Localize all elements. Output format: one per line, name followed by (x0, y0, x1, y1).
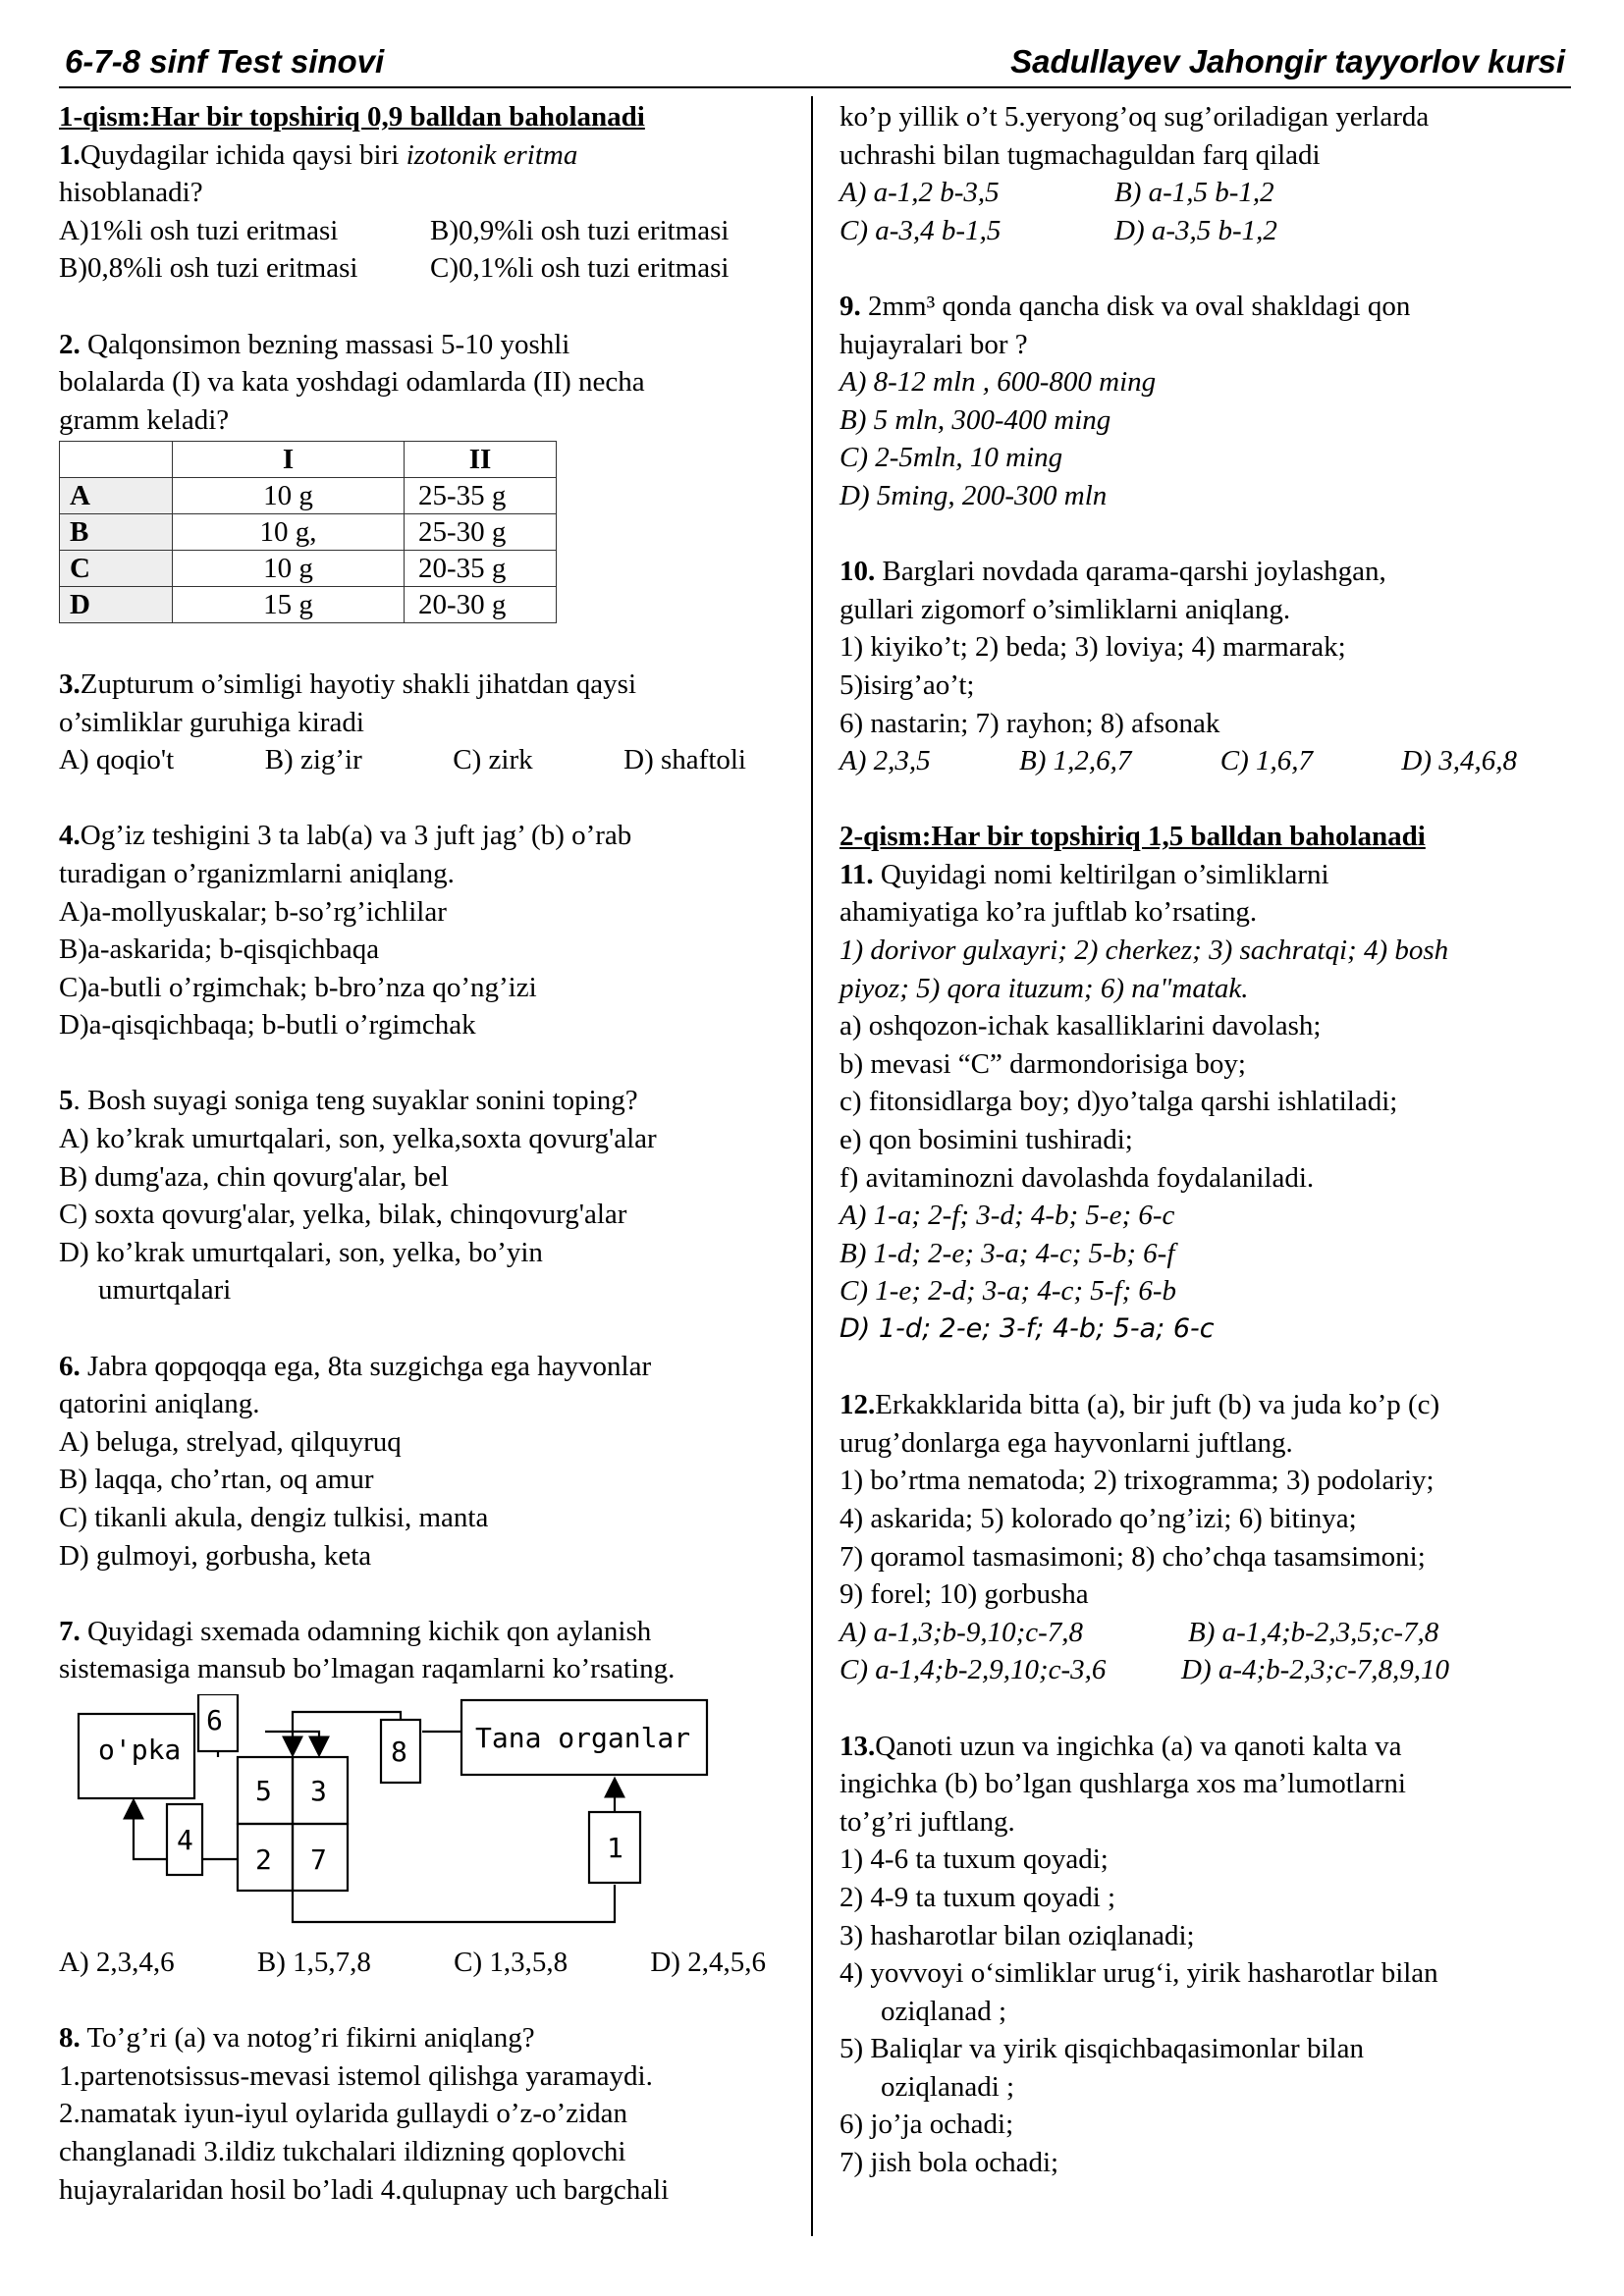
q10-option: B) 1,2,6,7 (1019, 745, 1132, 777)
q8-option: A) a-1,2 b-3,5 (839, 177, 1000, 209)
q13-item: 5) Baliqlar va yirik qisqichbaqasimonlar bilan (839, 2033, 1364, 2065)
question-5 (59, 1082, 785, 1309)
q8-text: changlanadi 3.ildiz tukchalari ildizning qoplovchi (59, 2135, 626, 2167)
q8-option: D) a-3,5 b-1,2 (1114, 214, 1277, 246)
q13-item: 2) 4-9 ta tuxum qoyadi ; (839, 1881, 1116, 1913)
diagram-number: 5 (255, 1774, 272, 1807)
table-cell: 20-35 g (405, 551, 557, 587)
q8-text: hujayralaridan hosil bo’ladi 4.qulupnay uch bargchali (59, 2173, 670, 2206)
table-row (60, 551, 557, 587)
q8-text: uchrashi bilan tugmachaguldan farq qiladi (839, 138, 1321, 171)
q8-text: 2.namatak iyun-iyul oylarida gullaydi o’z-o’zidan (59, 2098, 628, 2130)
q11-item: b) mevasi “C” darmondorisiga boy; (839, 1047, 1246, 1080)
diagram-number: 8 (391, 1735, 407, 1768)
q10-number: 10. (839, 556, 876, 588)
table-cell: B (60, 514, 173, 551)
table-cell: C (60, 551, 173, 587)
q3-option: A) qoqio't (59, 744, 175, 776)
question-9 (839, 288, 1571, 515)
q11-number: 11. (839, 858, 874, 890)
circulation-diagram (59, 1694, 785, 1940)
right-column (839, 98, 1571, 2182)
q11-item: c) fitonsidlarga boy; d)yo’talga qarshi ishlatiladi; (839, 1086, 1398, 1118)
column-divider (811, 96, 813, 2236)
q4-option: B)a-askarida; b-qisqichbaqa (59, 934, 380, 966)
q4-option: C)a-butli o’rgimchak; b-bro’nza qo’ng’izi (59, 971, 537, 1003)
q5-text: . Bosh suyagi soniga teng suyaklar sonini toping? (73, 1085, 638, 1117)
table-cell: 10 g (173, 478, 405, 514)
q13-item: 3) hasharotlar bilan oziqlanadi; (839, 1919, 1195, 1951)
q3-number: 3. (59, 667, 81, 700)
q9-text: hujayralari bor ? (839, 328, 1028, 360)
table-cell: 10 g, (173, 514, 405, 551)
q4-number: 4. (59, 820, 81, 852)
q2-text: bolalarda (I) va kata yoshdagi odamlarda (II) necha (59, 366, 645, 399)
q3-option: B) zig’ir (264, 744, 362, 776)
q6-option: D) gulmoyi, gorbusha, keta (59, 1539, 372, 1572)
table-header: I (173, 442, 405, 478)
table-cell: 10 g (173, 551, 405, 587)
q5-number: 5 (59, 1085, 74, 1117)
q7-option: D) 2,4,5,6 (650, 1946, 766, 1978)
q13-item: 7) jish bola ochadi; (839, 2147, 1059, 2179)
q8-number: 8. (59, 2022, 81, 2055)
q10-option: D) 3,4,6,8 (1401, 745, 1517, 777)
q6-text: qatorini aniqlang. (59, 1388, 260, 1420)
q5-option: C) soxta qovurg'alar, yelka, bilak, chinqovurg'alar (59, 1199, 627, 1231)
question-11 (839, 856, 1571, 1349)
q9-option: C) 2-5mln, 10 ming (839, 442, 1063, 474)
q1-option: A)1%li osh tuzi eritmasi (59, 214, 339, 246)
section-2-heading: 2-qism:Har bir topshiriq 1,5 balldan baholanadi (839, 821, 1426, 853)
q12-text: 9) forel; 10) gorbusha (839, 1578, 1089, 1611)
question-13 (839, 1728, 1571, 2182)
q11-text: 1) dorivor gulxayri; 2) cherkez; 3) sachratqi; 4) bosh (839, 934, 1449, 967)
q12-text: 1) bo’rtma nematoda; 2) trixogramma; 3) podolariy; (839, 1465, 1435, 1497)
q8-option: B) a-1,5 b-1,2 (1114, 177, 1274, 209)
q10-option: C) 1,6,7 (1219, 745, 1313, 777)
q13-text: ingichka (b) bo’lgan qushlarga xos ma’lumotlarni (839, 1768, 1406, 1800)
q11-option: C) 1-e; 2-d; 3-a; 4-c; 5-f; 6-b (839, 1275, 1177, 1308)
q7-option: C) 1,3,5,8 (454, 1946, 568, 1978)
q9-option: A) 8-12 mln , 600-800 ming (839, 366, 1157, 399)
q11-item: f) avitaminozni davolashda foydalaniladi. (839, 1161, 1315, 1194)
header-course-name: Sadullayev Jahongir tayyorlov kursi (1010, 43, 1565, 80)
q12-number: 12. (839, 1389, 876, 1421)
table-cell: 25-30 g (405, 514, 557, 551)
q12-text: 4) askarida; 5) kolorado qo’ng’izi; 6) bitinya; (839, 1502, 1357, 1534)
q11-text: ahamiyatiga ko’ra juftlab ko’rsating. (839, 896, 1258, 929)
q7-option: A) 2,3,4,6 (59, 1946, 175, 1978)
q1-text-cont: hisoblanadi? (59, 177, 203, 209)
table-cell: 25-35 g (405, 478, 557, 514)
q13-item-cont: oziqlanad ; (881, 1995, 1007, 2027)
question-8 (59, 2019, 785, 2209)
question-8-continued (839, 98, 1571, 249)
q9-option: B) 5 mln, 300-400 ming (839, 403, 1111, 436)
q6-option: C) tikanli akula, dengiz tulkisi, manta (59, 1502, 489, 1533)
q4-text: turadigan o’rganizmlarni aniqlang. (59, 857, 455, 889)
question-6 (59, 1348, 785, 1575)
question-4 (59, 817, 785, 1044)
table-cell: 20-30 g (405, 587, 557, 623)
q7-text: Quyidagi sxemada odamning kichik qon aylanish (80, 1615, 652, 1647)
q3-text: o’simliklar guruhiga kiradi (59, 706, 364, 738)
q2-text: Qalqonsimon bezning massasi 5-10 yoshli (80, 328, 570, 360)
table-cell: 15 g (173, 587, 405, 623)
q12-text: Erkakklarida bitta (a), bir juft (b) va juda ko’p (c) (875, 1389, 1440, 1421)
q2-text: gramm keladi? (59, 403, 230, 436)
q10-text: gullari zigomorf o’simliklarni aniqlang. (839, 593, 1291, 625)
q13-number: 13. (839, 1730, 876, 1762)
q5-option: B) dumg'aza, chin qovurg'alar, bel (59, 1160, 449, 1193)
q13-item: 6) jo’ja ochadi; (839, 2109, 1014, 2141)
q11-text: piyoz; 5) qora ituzum; 6) na"matak. (839, 972, 1249, 1004)
question-7 (59, 1613, 785, 1982)
table-row (60, 478, 557, 514)
q12-option: B) a-1,4;b-2,3,5;c-7,8 (1188, 1616, 1439, 1648)
question-10 (839, 553, 1571, 780)
q8-option: C) a-3,4 b-1,5 (839, 214, 1001, 246)
diagram-organs-label: Tana organlar (475, 1721, 691, 1754)
diagram-number: 7 (310, 1842, 327, 1876)
q8-text: To’g’ri (a) va notog’ri fikirni aniqlang? (80, 2022, 535, 2055)
q10-text: 5)isirg’ao’t; (839, 668, 975, 701)
q1-option: B)0,9%li osh tuzi eritmasi (430, 214, 730, 246)
q13-item: 1) 4-6 ta tuxum qoyadi; (839, 1843, 1109, 1876)
table-cell: A (60, 478, 173, 514)
q2-number: 2. (59, 328, 81, 360)
q4-option: D)a-qisqichbaqa; b-butli o’rgimchak (59, 1009, 476, 1041)
q13-text: Qanoti uzun va ingichka (a) va qanoti kalta va (875, 1730, 1402, 1762)
q1-option: C)0,1%li osh tuzi eritmasi (430, 252, 730, 285)
q13-item: 4) yovvoyi o‘simliklar urug‘i, yirik hasharotlar bilan (839, 1957, 1438, 1990)
q6-text: Jabra qopqoqqa ega, 8ta suzgichga ega hayvonlar (80, 1350, 652, 1382)
q7-number: 7. (59, 1615, 81, 1647)
q11-option: A) 1-a; 2-f; 3-d; 4-b; 5-e; 6-c (839, 1200, 1175, 1232)
q10-text: 1) kiyiko’t; 2) beda; 3) loviya; 4) marmarak; (839, 631, 1346, 664)
q11-item: a) oshqozon-ichak kasalliklarini davolash; (839, 1010, 1322, 1042)
q1-term: izotonik eritma (406, 138, 578, 171)
table-cell: D (60, 587, 173, 623)
q3-option: D) shaftoli (623, 744, 746, 776)
section-1-heading: 1-qism:Har bir topshiriq 0,9 balldan baholanadi (59, 101, 645, 133)
q8-text: 1.partenotsissus-mevasi istemol qilishga yaramaydi. (59, 2059, 653, 2092)
q2-table (59, 441, 557, 623)
q10-text: 6) nastarin; 7) rayhon; 8) afsonak (839, 707, 1220, 739)
q10-option: A) 2,3,5 (839, 745, 931, 777)
q12-option: D) a-4;b-2,3;c-7,8,9,10 (1181, 1654, 1450, 1686)
diagram-lung-label: o'pka (98, 1733, 182, 1766)
table-row (60, 587, 557, 623)
question-1 (59, 136, 785, 288)
q12-option: C) a-1,4;b-2,9,10;c-3,6 (839, 1654, 1107, 1686)
q12-text: urug’donlarga ega hayvonlarni juftlang. (839, 1426, 1293, 1459)
q8-text: ko’p yillik o’t 5.yeryong’oq sug’oriladigan yerlarda (839, 101, 1430, 133)
q11-option: D) 1-d; 2-e; 3-f; 4-b; 5-a; 6-c (839, 1313, 1215, 1344)
q9-number: 9. (839, 290, 861, 322)
table-row (60, 514, 557, 551)
q1-text: Quydagilar ichida qaysi biri (80, 138, 406, 171)
q5-option: D) ko’krak umurtqalari, son, yelka, bo’yin (59, 1236, 543, 1268)
q6-option: A) beluga, strelyad, qilquyruq (59, 1425, 402, 1458)
q3-text: Zupturum o’simligi hayotiy shakli jihatdan qaysi (80, 667, 637, 700)
q11-item: e) qon bosimini tushiradi; (839, 1124, 1133, 1156)
question-2 (59, 326, 785, 624)
q6-number: 6. (59, 1350, 81, 1382)
q10-text: Barglari novdada qarama-qarshi joylashgan, (875, 556, 1386, 588)
q12-option: A) a-1,3;b-9,10;c-7,8 (839, 1616, 1084, 1648)
q12-text: 7) qoramol tasmasimoni; 8) cho’chqa tasamsimoni; (839, 1540, 1426, 1573)
q1-option: B)0,8%li osh tuzi eritmasi (59, 252, 358, 285)
diagram-number: 1 (607, 1831, 623, 1864)
question-12 (839, 1386, 1571, 1689)
table-header: II (405, 442, 557, 478)
page-header (59, 39, 1571, 88)
q9-text: 2mm³ qonda qancha disk va oval shakldagi qon (860, 290, 1411, 322)
q3-option: C) zirk (453, 744, 533, 776)
q13-text: to’g’ri juftlang. (839, 1805, 1015, 1838)
diagram-number: 6 (206, 1703, 223, 1736)
q5-option-cont: umurtqalari (98, 1274, 232, 1307)
q5-option: A) ko’krak umurtqalari, son, yelka,soxta qovurg'alar (59, 1123, 657, 1155)
q11-option: B) 1-d; 2-e; 3-a; 4-c; 5-b; 6-f (839, 1237, 1175, 1269)
q4-text: Og’iz teshigini 3 ta lab(a) va 3 juft jag’ (b) o’rab (80, 820, 632, 852)
diagram-number: 4 (177, 1823, 193, 1856)
question-3 (59, 666, 785, 779)
q4-option: A)a-mollyuskalar; b-so’rg’ichlilar (59, 895, 447, 928)
q1-number: 1. (59, 138, 81, 171)
diagram-number: 2 (255, 1842, 272, 1876)
q7-option: B) 1,5,7,8 (256, 1946, 371, 1978)
q11-text: Quyidagi nomi keltirilgan o’simliklarni (873, 858, 1329, 890)
diagram-number: 3 (310, 1774, 327, 1807)
q9-option: D) 5ming, 200-300 mln (839, 479, 1108, 511)
q7-text: sistemasiga mansub bo’lmagan raqamlarni ko’rsating. (59, 1653, 676, 1685)
header-title: 6-7-8 sinf Test sinovi (65, 43, 385, 80)
q6-option: B) laqqa, cho’rtan, oq amur (59, 1464, 374, 1496)
left-column (59, 98, 785, 2209)
table-header (60, 442, 173, 478)
q13-item-cont: oziqlanadi ; (881, 2070, 1015, 2103)
